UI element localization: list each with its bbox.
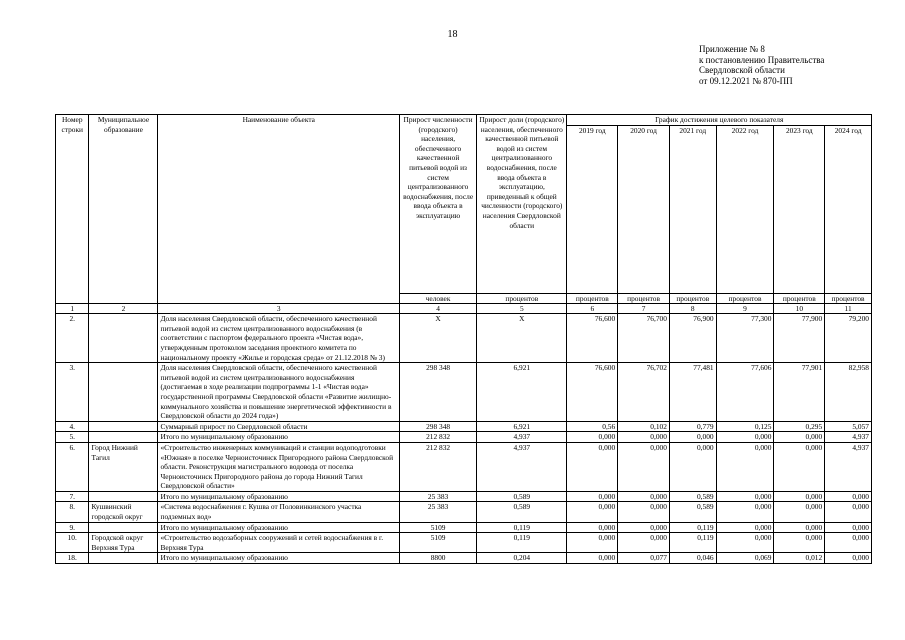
year-value-cell: 0,077 [618,553,670,564]
pop-increase-cell: 298 348 [400,363,477,422]
object-name-cell: Доля населения Свердловской области, обеспеченного качественной питьевой водой из систем централизованного водоснабжения (в соответствии с паспортом федерального проекта «Чистая вода», утвержденным протоколом заседания проектного комитета по национальному проекту «Жилье и городская среда» от 21.12.2018 № 3) [158,314,400,363]
pop-increase-cell: 8800 [400,553,477,564]
share-increase-cell: 4,937 [477,432,567,443]
header-year: 2023 год [774,125,825,293]
unit-percent: процентов [774,293,825,304]
header-year: 2022 год [716,125,774,293]
col-number: 9 [716,304,774,314]
share-increase-cell: 0,589 [477,502,567,522]
header-row-num: Номер строки [56,115,89,304]
col-number: 1 [56,304,89,314]
header-share-increase: Прирост доли (городского) населения, обеспеченного качественной питьевой водой из систем централизованного водоснабжения, после ввода объекта в эксплуатацию, приведенный к общей численности (городского) населения Свердловской области [477,115,567,294]
year-value-cell: 0,000 [618,502,670,522]
year-value-cell: 76,600 [567,363,618,422]
year-value-cell: 76,600 [567,314,618,363]
col-number: 5 [477,304,567,314]
year-value-cell: 0,000 [825,502,872,522]
year-value-cell: 0,000 [618,533,670,553]
col-number: 6 [567,304,618,314]
object-name-cell: Итого по муниципальному образованию [158,553,400,564]
year-value-cell: 0,56 [567,421,618,432]
col-number: 4 [400,304,477,314]
year-value-cell: 0,779 [669,421,716,432]
year-value-cell: 0,000 [567,432,618,443]
appendix-line-3: Свердловской области [699,65,785,75]
header-year: 2020 год [618,125,670,293]
year-value-cell: 0,000 [774,442,825,491]
table-row [56,442,872,491]
year-value-cell: 77,606 [716,363,774,422]
row-number-cell: 6. [56,442,89,491]
year-value-cell: 0,295 [774,421,825,432]
year-value-cell: 0,000 [774,432,825,443]
year-value-cell: 0,000 [567,533,618,553]
year-value-cell: 79,200 [825,314,872,363]
row-number-cell: 5. [56,432,89,443]
year-value-cell: 0,000 [716,522,774,533]
year-value-cell: 4,937 [825,432,872,443]
municipality-cell [89,421,158,432]
year-value-cell: 0,119 [669,533,716,553]
unit-people: человек [400,293,477,304]
row-number-cell: 7. [56,491,89,502]
year-value-cell: 76,700 [618,314,670,363]
year-value-cell: 4,937 [825,442,872,491]
header-pop-increase: Прирост численности (городского) населения, обеспеченного качественной питьевой водой из систем централизованного водоснабжения, после ввода объекта в эксплуатацию [400,115,477,294]
target-indicator-table [55,114,872,564]
year-value-cell: 76,900 [669,314,716,363]
appendix-line-2: к постановлению Правительства [699,54,825,65]
year-value-cell: 77,300 [716,314,774,363]
table-header [56,115,872,314]
share-increase-cell: 4,937 [477,442,567,491]
year-value-cell: 0,000 [716,442,774,491]
pop-increase-cell: 5109 [400,522,477,533]
unit-percent: процентов [567,293,618,304]
year-value-cell: 0,000 [669,442,716,491]
pop-increase-cell: 212 832 [400,432,477,443]
appendix-line-1: Приложение № 8 [699,44,765,54]
pop-increase-cell: 298 348 [400,421,477,432]
year-value-cell: 0,589 [669,502,716,522]
municipality-cell: Кушвинский городской округ [89,502,158,522]
year-value-cell: 0,000 [716,432,774,443]
pop-increase-cell: 5109 [400,533,477,553]
header-schedule: График достижения целевого показателя [567,115,872,126]
header-year: 2024 год [825,125,872,293]
year-value-cell: 0,000 [825,533,872,553]
municipality-cell [89,491,158,502]
year-value-cell: 76,702 [618,363,670,422]
share-increase-cell: 6,921 [477,421,567,432]
object-name-cell: Итого по муниципальному образованию [158,432,400,443]
year-value-cell: 0,589 [669,491,716,502]
col-number: 3 [158,304,400,314]
table-row [56,522,872,533]
year-value-cell: 0,069 [716,553,774,564]
year-value-cell: 0,000 [716,533,774,553]
year-value-cell: 77,481 [669,363,716,422]
object-name-cell: «Строительство инженерных коммуникаций и станции водоподготовки «Южная» в поселке Черноисточинск Пригородного района Свердловской области. Реконструкция магистрального водовода от поселка Черноисточинск Пригородного района до города Нижний Тагил Свердловской области» [158,442,400,491]
share-increase-cell: X [477,314,567,363]
table-body [56,314,872,564]
municipality-cell [89,314,158,363]
municipality-cell [89,522,158,533]
row-number-cell: 2. [56,314,89,363]
municipality-cell [89,432,158,443]
object-name-cell: Суммарный прирост по Свердловской области [158,421,400,432]
object-name-cell: Доля населения Свердловской области, обеспеченного качественной питьевой водой из систем централизованного водоснабжения (достигаемая в ходе реализации подпрограммы 1-1 «Чистая вода» государственной программы Свердловской области «Развитие жилищно-коммунального хозяйства и повышение энергетической эффективности в Свердловской области до 2024 года») [158,363,400,422]
row-number-cell: 4. [56,421,89,432]
unit-percent: процентов [669,293,716,304]
year-value-cell: 77,901 [774,363,825,422]
table-row [56,421,872,432]
year-value-cell: 0,000 [618,522,670,533]
year-value-cell: 0,000 [618,442,670,491]
table-row [56,553,872,564]
share-increase-cell: 0,119 [477,533,567,553]
appendix-line-4: от 09.12.2021 № 870-ПП [699,75,793,86]
pop-increase-cell: X [400,314,477,363]
table-row [56,491,872,502]
year-value-cell: 0,000 [567,522,618,533]
unit-percent: процентов [716,293,774,304]
year-value-cell: 0,000 [716,502,774,522]
municipality-cell: Город Нижний Тагил [89,442,158,491]
year-value-cell: 0,102 [618,421,670,432]
unit-percent: процентов [477,293,567,304]
object-name-cell: «Система водоснабжения г. Кушва от Половинкинского участка подземных вод» [158,502,400,522]
year-value-cell: 0,000 [774,491,825,502]
year-value-cell: 82,958 [825,363,872,422]
header-year: 2021 год [669,125,716,293]
municipality-cell: Городской округ Верхняя Тура [89,533,158,553]
row-number-cell: 3. [56,363,89,422]
year-value-cell: 0,000 [774,502,825,522]
object-name-cell: Итого по муниципальному образованию [158,491,400,502]
unit-percent: процентов [618,293,670,304]
year-value-cell: 0,119 [669,522,716,533]
pop-increase-cell: 25 383 [400,491,477,502]
year-value-cell: 0,000 [825,553,872,564]
year-value-cell: 0,000 [825,522,872,533]
year-value-cell: 0,000 [567,442,618,491]
col-number: 11 [825,304,872,314]
year-value-cell: 0,012 [774,553,825,564]
col-number: 2 [89,304,158,314]
year-value-cell: 0,125 [716,421,774,432]
table-row [56,502,872,522]
table-row [56,314,872,363]
share-increase-cell: 0,119 [477,522,567,533]
pop-increase-cell: 25 383 [400,502,477,522]
col-number: 7 [618,304,670,314]
header-municipality: Муниципальное образование [89,115,158,304]
table-row [56,432,872,443]
year-value-cell: 0,000 [825,491,872,502]
year-value-cell: 0,000 [669,432,716,443]
pop-increase-cell: 212 832 [400,442,477,491]
table-row [56,533,872,553]
share-increase-cell: 0,204 [477,553,567,564]
page-number: 18 [447,29,458,40]
table-row [56,363,872,422]
year-value-cell: 0,046 [669,553,716,564]
share-increase-cell: 6,921 [477,363,567,422]
year-value-cell: 0,000 [567,553,618,564]
share-increase-cell: 0,589 [477,491,567,502]
year-value-cell: 5,057 [825,421,872,432]
row-number-cell: 9. [56,522,89,533]
header-year: 2019 год [567,125,618,293]
municipality-cell [89,553,158,564]
col-number: 10 [774,304,825,314]
header-object-name: Наименование объекта [158,115,400,304]
object-name-cell: Итого по муниципальному образованию [158,522,400,533]
year-value-cell: 0,000 [567,502,618,522]
appendix-block [699,44,824,86]
year-value-cell: 0,000 [716,491,774,502]
year-value-cell: 0,000 [567,491,618,502]
year-value-cell: 77,900 [774,314,825,363]
unit-percent: процентов [825,293,872,304]
year-value-cell: 0,000 [774,533,825,553]
year-value-cell: 0,000 [618,491,670,502]
col-number: 8 [669,304,716,314]
year-value-cell: 0,000 [618,432,670,443]
year-value-cell: 0,000 [774,522,825,533]
row-number-cell: 10. [56,533,89,553]
row-number-cell: 18. [56,553,89,564]
object-name-cell: «Строительство водозаборных сооружений и сетей водоснабжения в г. Верхняя Тура [158,533,400,553]
municipality-cell [89,363,158,422]
row-number-cell: 8. [56,502,89,522]
